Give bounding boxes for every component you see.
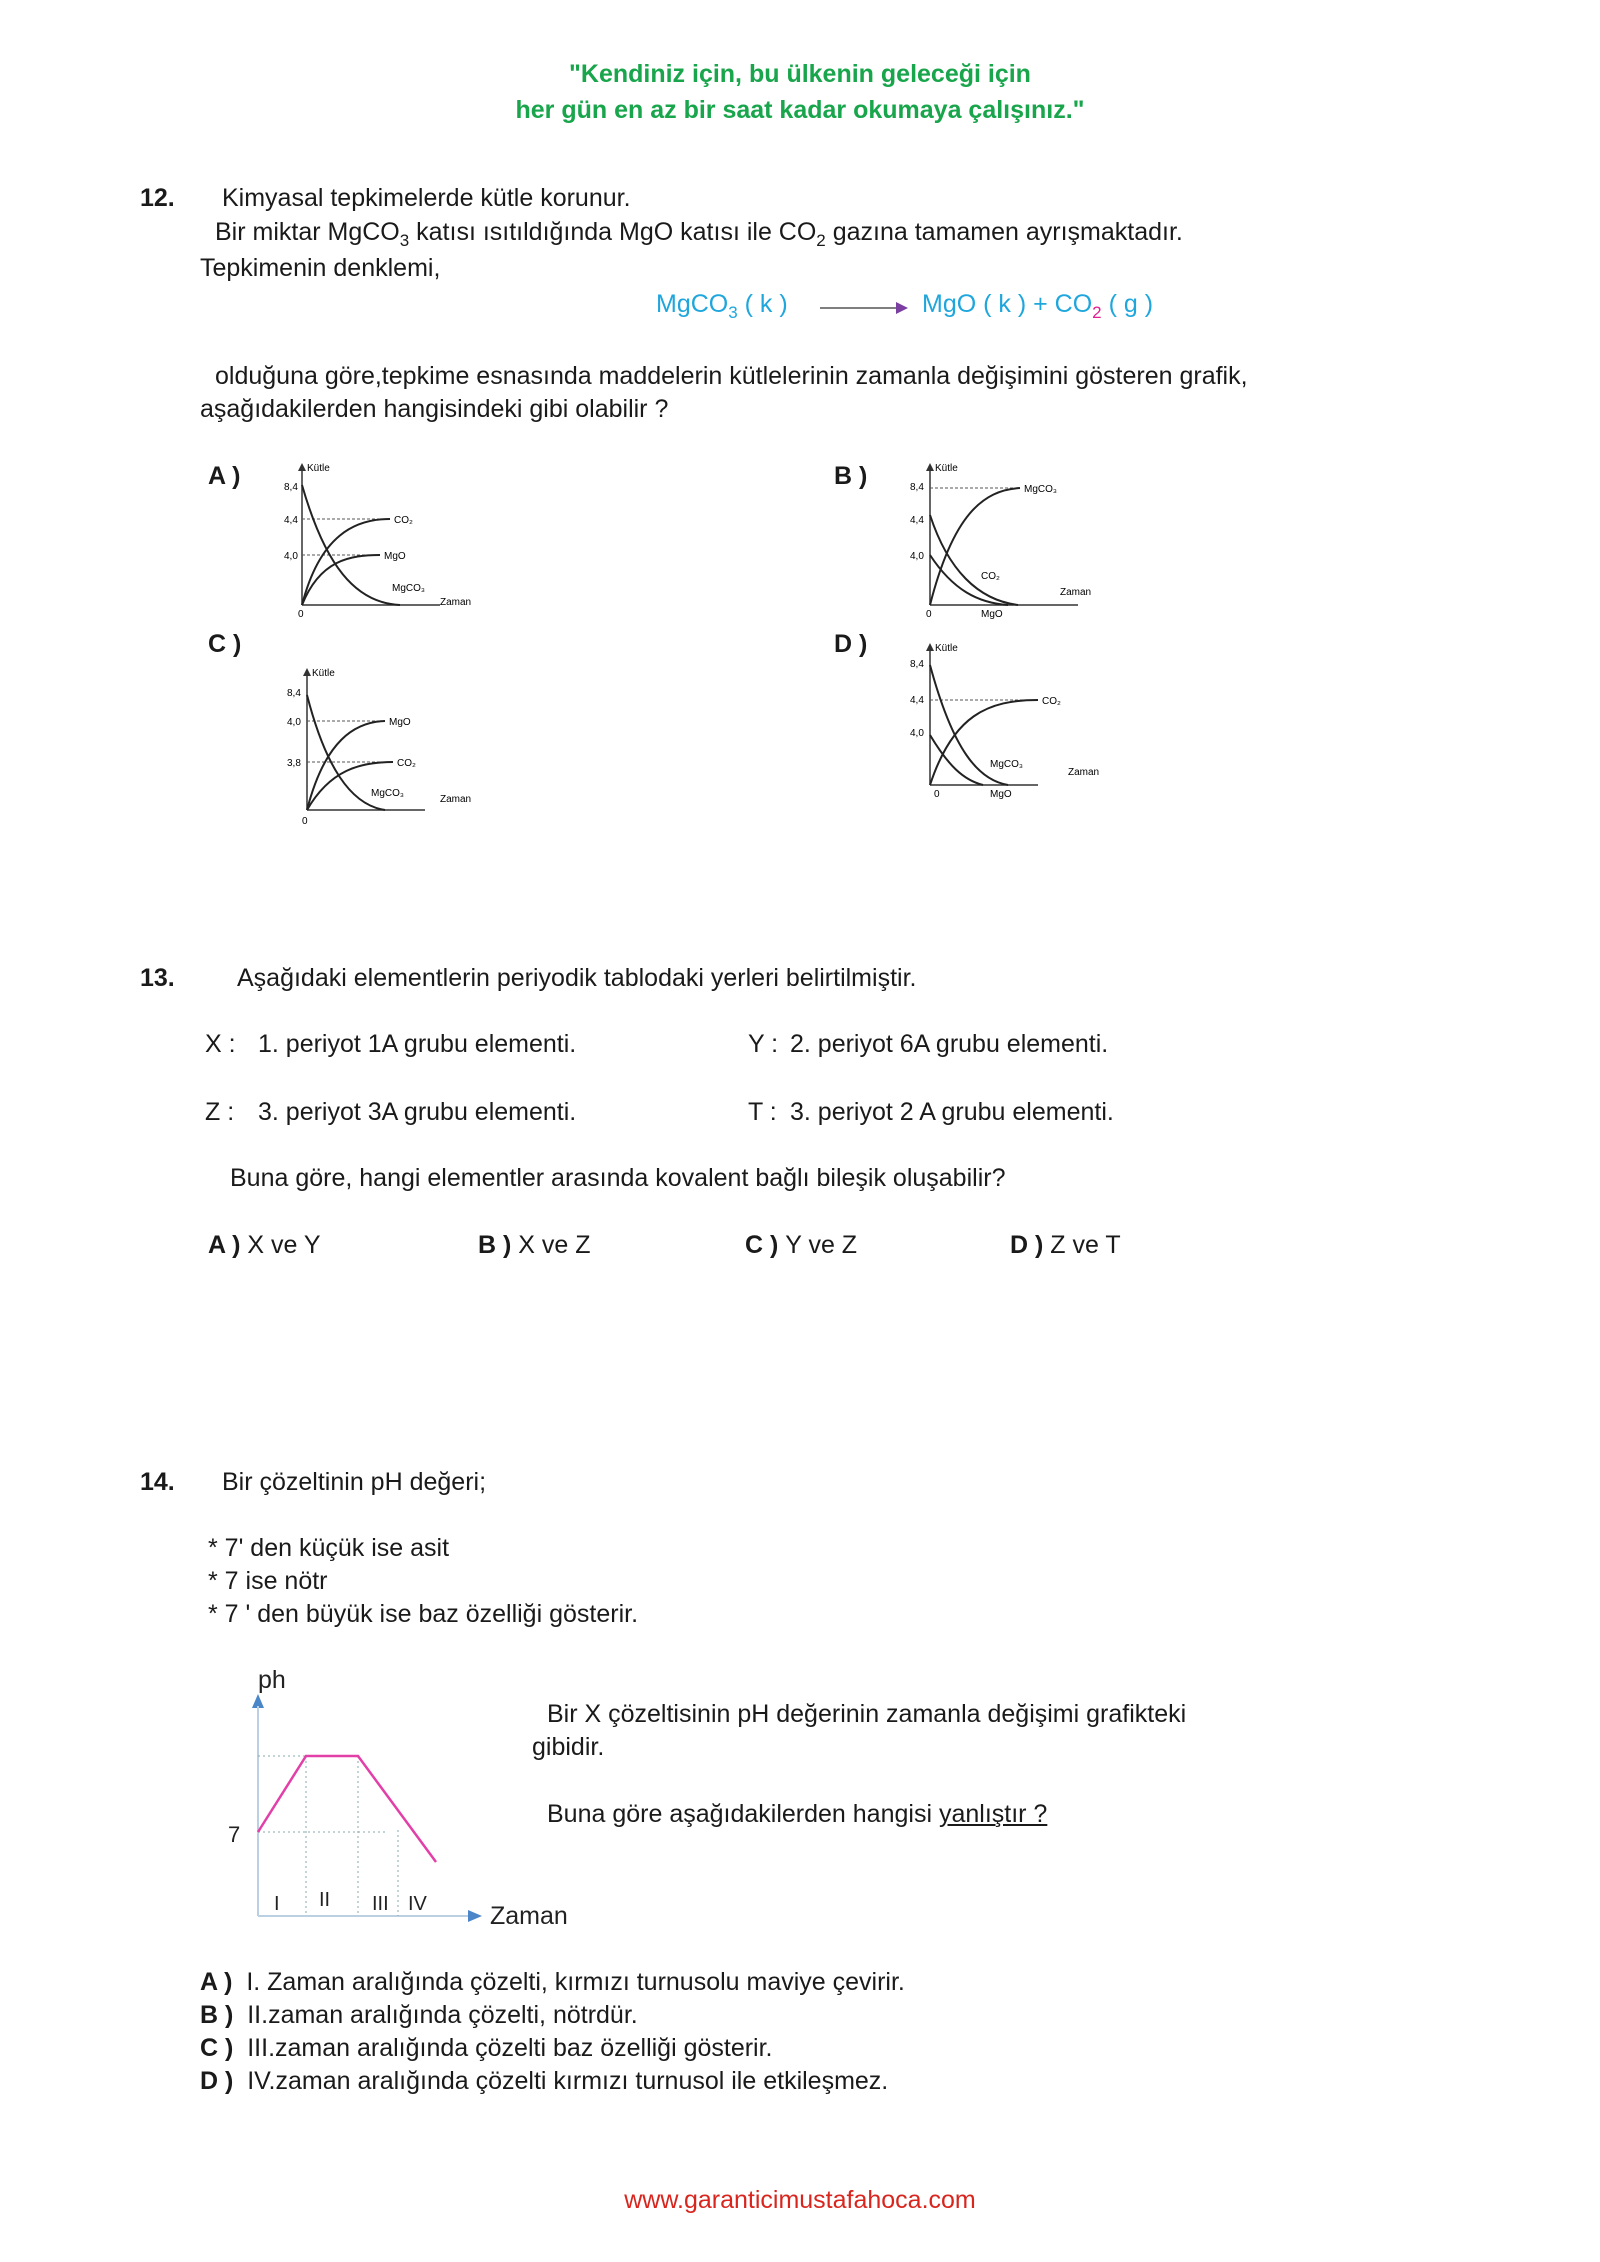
graph-d-tick-3: 4,0: [910, 728, 924, 739]
q12-option-c-label[interactable]: C ): [208, 630, 242, 658]
graph-c-label-1: MgO: [389, 717, 411, 728]
q14-question: Buna göre aşağıdakilerden hangisi yanlıştır ?: [547, 1800, 1048, 1828]
footer-link[interactable]: www.garanticimustafahoca.com: [624, 2186, 976, 2214]
y-axis-arrow-icon: [252, 1694, 264, 1708]
graph-a-tick-1: 8,4: [284, 482, 298, 493]
graph-d-label-2: MgCO₃: [990, 759, 1023, 770]
graph-c-label-3: MgCO₃: [371, 788, 404, 799]
q14-option-b[interactable]: B ) II.zaman aralığında çözelti, nötrdür.: [200, 2001, 638, 2029]
graph-a-tick-3: 4,0: [284, 551, 298, 562]
q13-option-a[interactable]: A ) X ve Y: [208, 1231, 321, 1259]
graph-d-tick-2: 4,4: [910, 695, 924, 706]
q14-option-d[interactable]: D ) IV.zaman aralığında çözelti kırmızı turnusol ile etkileşmez.: [200, 2067, 889, 2095]
graph-a-label-3: MgCO₃: [392, 583, 425, 594]
ph-line: [258, 1756, 436, 1862]
x-axis-arrow-icon: [468, 1910, 482, 1922]
q12-option-b-label[interactable]: B ): [834, 462, 868, 490]
interval-4: IV: [408, 1893, 427, 1915]
graph-d-label-3: MgO: [990, 789, 1012, 800]
q14-number: 14.: [140, 1468, 175, 1496]
equation-reactant: MgCO$_3$ ( k ): [656, 290, 788, 322]
graph-a: [270, 455, 490, 625]
q13-question: Buna göre, hangi elementler arasında kovalent bağlı bileşik oluşabilir?: [230, 1164, 1006, 1192]
ph-graph: [218, 1660, 598, 1930]
graph-c: [275, 660, 495, 830]
q14-rule-1: * 7' den küçük ise asit: [208, 1534, 450, 1562]
graph-a-label-1: CO₂: [394, 515, 413, 526]
q13-option-b[interactable]: B ) X ve Z: [478, 1231, 591, 1259]
motto-line-1: "Kendiniz için, bu ülkenin geleceği için: [569, 60, 1031, 88]
q13-intro: Aşağıdaki elementlerin periyodik tablodaki yerleri belirtilmiştir.: [237, 964, 917, 992]
graph-d-origin: 0: [934, 789, 940, 800]
q14-desc-1: Bir X çözeltisinin pH değerinin zamanla değişimi grafikteki: [547, 1700, 1187, 1728]
reaction-arrow-icon: [818, 298, 910, 318]
graph-c-tick-1: 8,4: [287, 688, 301, 699]
graph-c-origin: 0: [302, 816, 308, 827]
graph-a-tick-2: 4,4: [284, 515, 298, 526]
q14-rule-2: * 7 ise nötr: [208, 1567, 328, 1595]
interval-1: I: [274, 1893, 280, 1915]
q14-rule-3: * 7 ' den büyük ise baz özelliği gösterir.: [208, 1600, 639, 1628]
graph-b-label-3: MgO: [981, 609, 1003, 620]
q12-option-a-label[interactable]: A ): [208, 462, 241, 490]
q12-line2: Bir miktar MgCO$_3$ katısı ısıtıldığında MgO katısı ile $CO_2$ gazına tamamen ayrışmaktadır.: [215, 218, 1183, 250]
graph-b-ylabel: Kütle: [935, 463, 958, 474]
graph-b-tick-1: 8,4: [910, 482, 924, 493]
graph-b-origin: 0: [926, 609, 932, 620]
graph-d-label-1: CO₂: [1042, 696, 1061, 707]
q13-z-text: 3. periyot 3A grubu elementi.: [258, 1098, 577, 1126]
interval-2: II: [319, 1889, 331, 1911]
q13-x-key: X :: [205, 1030, 236, 1058]
graph-c-tick-3: 3,8: [287, 758, 301, 769]
graph-d: [898, 635, 1118, 805]
q13-y-key: Y :: [748, 1030, 779, 1058]
graph-c-xlabel: Zaman: [440, 794, 472, 805]
q12-option-d-label[interactable]: D ): [834, 630, 868, 658]
q13-number: 13.: [140, 964, 175, 992]
graph-d-tick-1: 8,4: [910, 659, 924, 670]
ph-graph-ylabel: ph: [258, 1666, 286, 1694]
interval-3: III: [372, 1893, 389, 1915]
graph-b-tick-3: 4,0: [910, 551, 924, 562]
q14-intro: Bir çözeltinin pH değeri;: [222, 1468, 487, 1496]
ph-graph-ytick: 7: [228, 1822, 241, 1847]
graph-b-xlabel: Zaman: [1060, 587, 1092, 598]
q13-x-text: 1. periyot 1A grubu elementi.: [258, 1030, 577, 1058]
graph-c-tick-2: 4,0: [287, 717, 301, 728]
graph-a-xlabel: Zaman: [440, 597, 472, 608]
q13-t-text: 3. periyot 2 A grubu elementi.: [790, 1098, 1114, 1126]
ph-graph-xlabel: Zaman: [490, 1902, 568, 1930]
q13-option-c[interactable]: C ) Y ve Z: [745, 1231, 858, 1259]
q12-line5: aşağıdakilerden hangisindeki gibi olabilir ?: [200, 395, 669, 423]
graph-d-xlabel: Zaman: [1068, 767, 1100, 778]
q13-z-key: Z :: [205, 1098, 235, 1126]
equation-products: MgO ( k ) + $CO_2$ ( g ): [922, 290, 1154, 322]
graph-d-ylabel: Kütle: [935, 643, 958, 654]
graph-a-origin: 0: [298, 609, 304, 620]
graph-a-ylabel: Kütle: [307, 463, 330, 474]
q12-line1: Kimyasal tepkimelerde kütle korunur.: [222, 184, 631, 212]
graph-b: [898, 455, 1118, 625]
graph-c-ylabel: Kütle: [312, 668, 335, 679]
q13-t-key: T :: [748, 1098, 777, 1126]
q14-desc-2: gibidir.: [532, 1733, 605, 1761]
graph-a-label-2: MgO: [384, 551, 406, 562]
q13-option-d[interactable]: D ) Z ve T: [1010, 1231, 1121, 1259]
q12-line3: Tepkimenin denklemi,: [200, 254, 441, 282]
q14-option-c[interactable]: C ) III.zaman aralığında çözelti baz özelliği gösterir.: [200, 2034, 773, 2062]
motto-line-2: her gün en az bir saat kadar okumaya çalışınız.": [515, 96, 1085, 124]
q12-line4: olduğuna göre,tepkime esnasında maddelerin kütlelerinin zamanla değişimini gösteren grafik,: [215, 362, 1248, 390]
q12-number: 12.: [140, 184, 175, 212]
graph-b-tick-2: 4,4: [910, 515, 924, 526]
graph-b-label-2: CO₂: [981, 571, 1000, 582]
graph-c-label-2: CO₂: [397, 758, 416, 769]
q13-y-text: 2. periyot 6A grubu elementi.: [790, 1030, 1109, 1058]
graph-b-label-1: MgCO₃: [1024, 484, 1057, 495]
q14-option-a[interactable]: A ) I. Zaman aralığında çözelti, kırmızı turnusolu maviye çevirir.: [200, 1968, 905, 1996]
